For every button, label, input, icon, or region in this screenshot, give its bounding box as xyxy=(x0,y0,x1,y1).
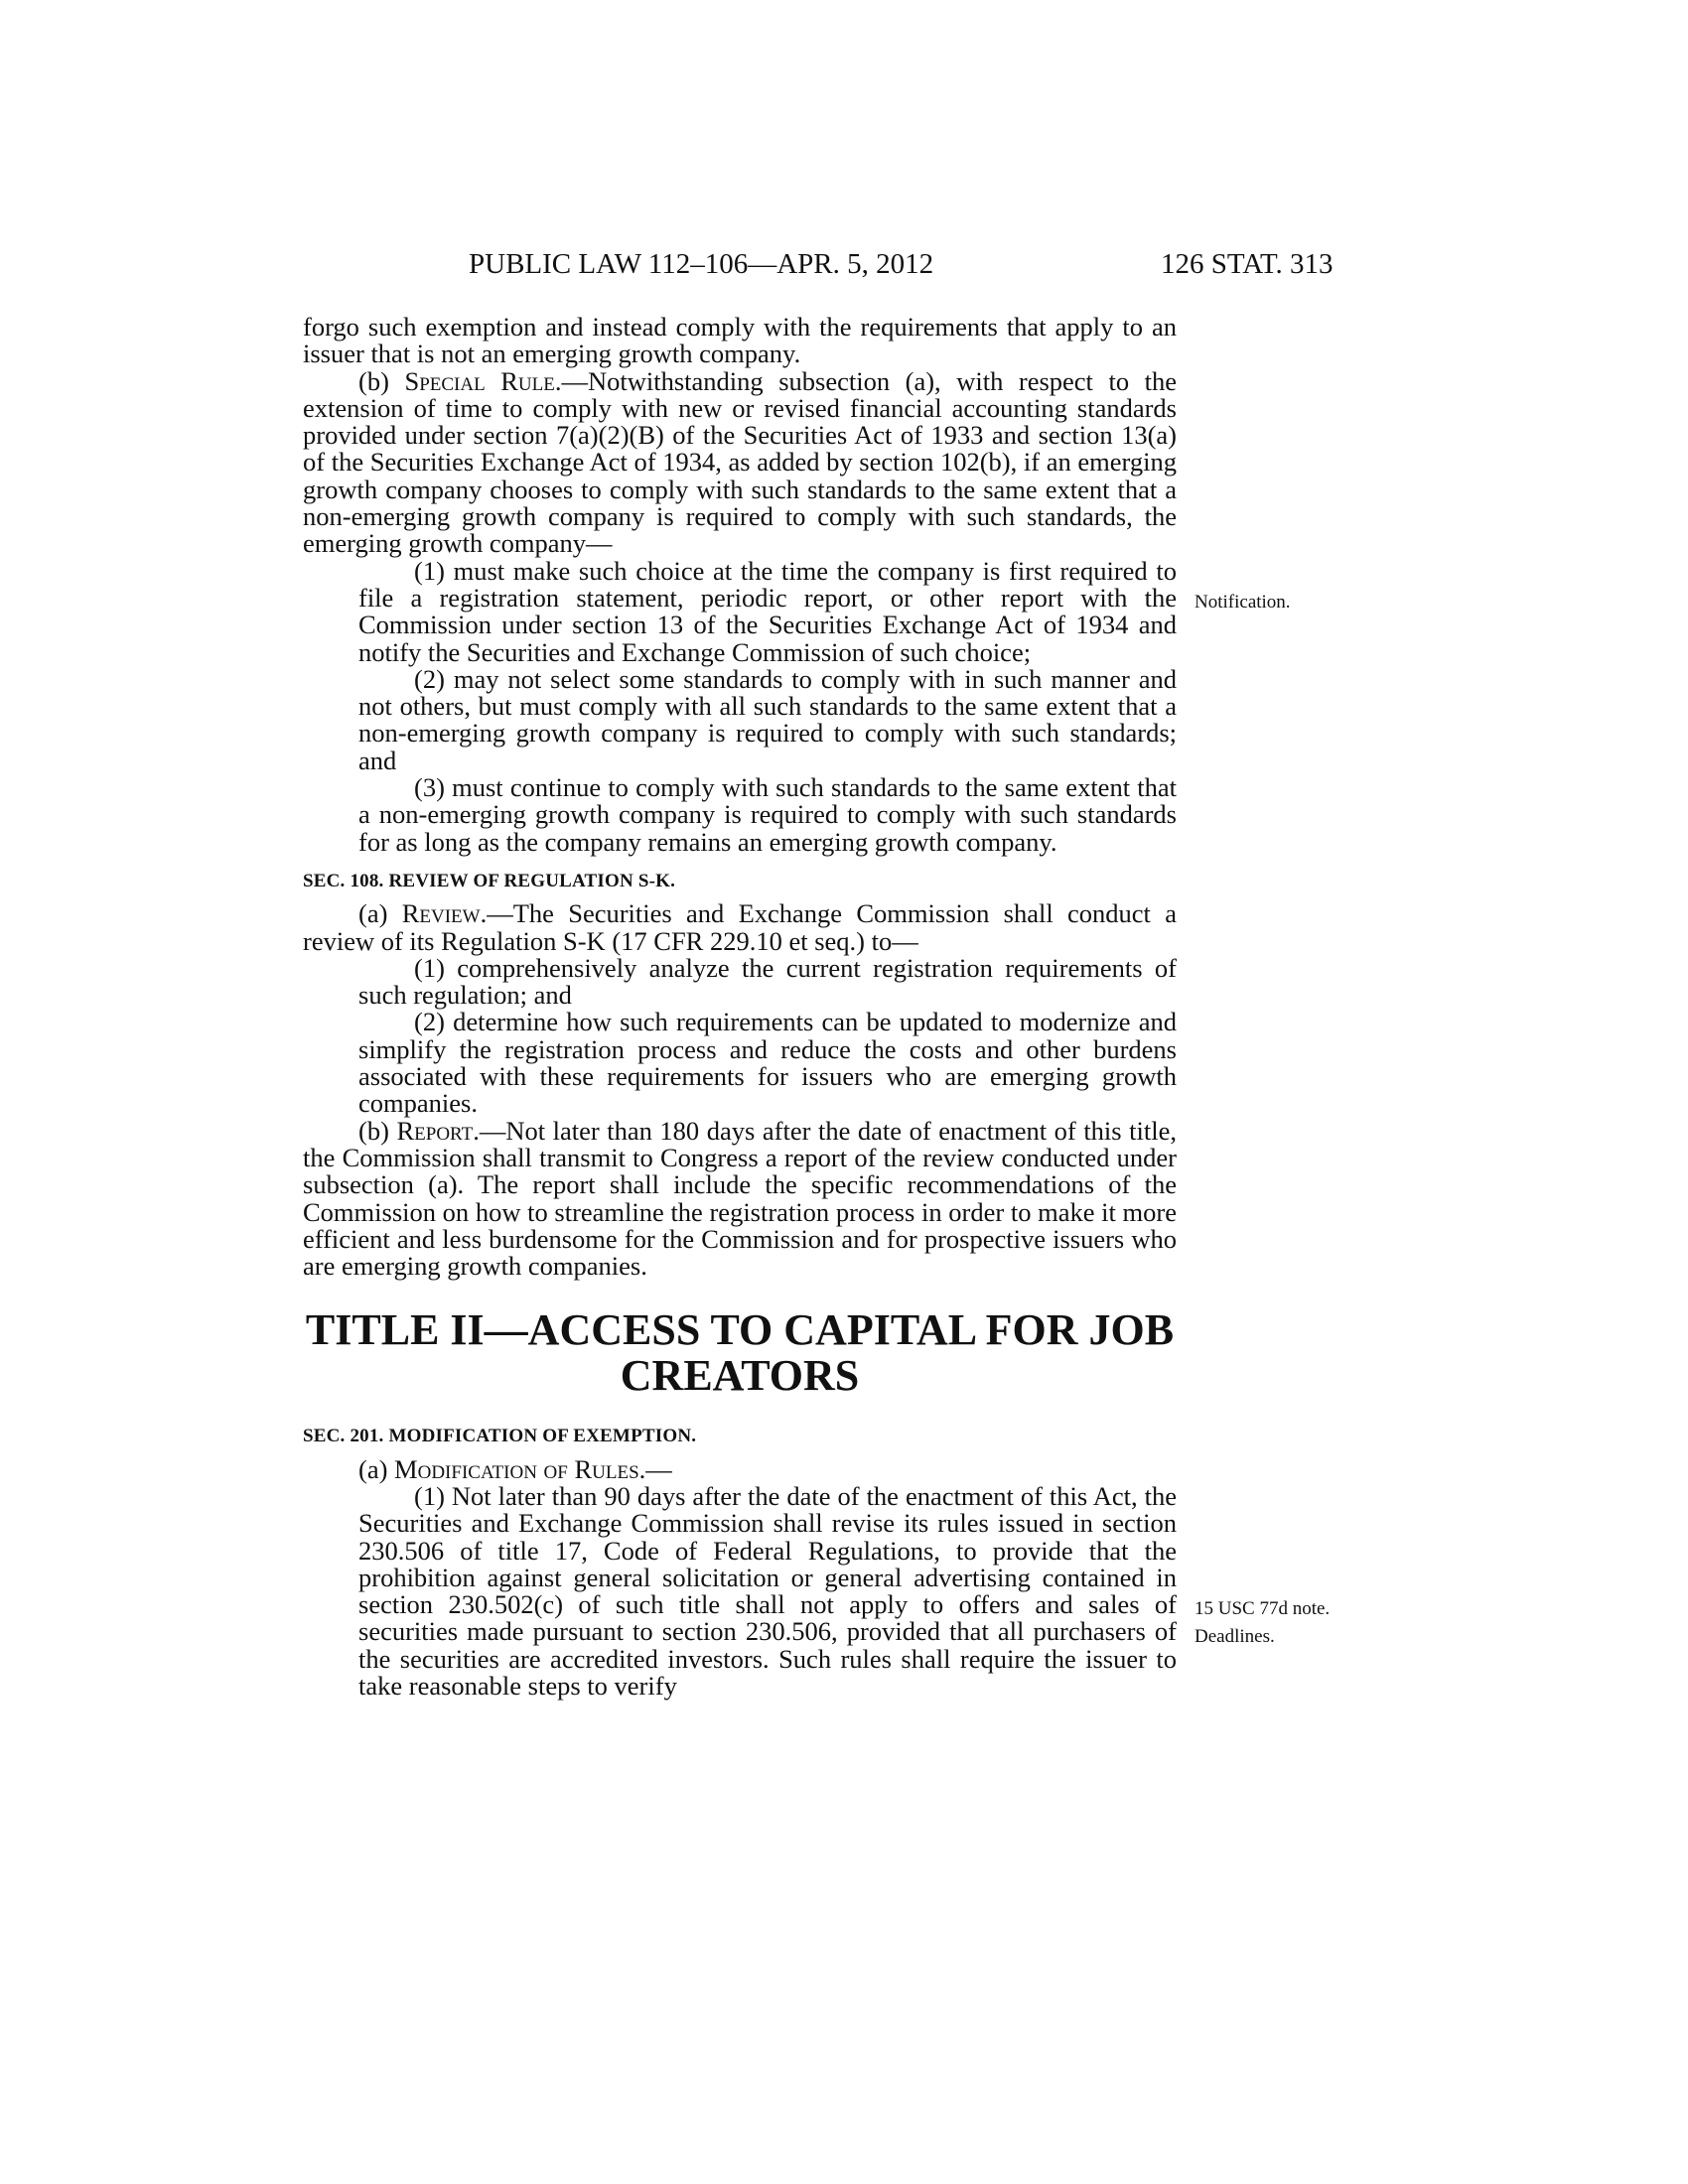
subsection-heading: Special Rule xyxy=(404,365,555,396)
subsection-text: .— xyxy=(638,1453,672,1484)
paragraph-b2: (2) may not select some standards to comply with in such manner and not others, but must comply with all such standards to the same extent that a non-emerging growth company is required to comply with such standards; and xyxy=(358,663,1177,775)
subsection-108b-report xyxy=(303,1115,1177,1282)
margin-note-deadlines: Deadlines. xyxy=(1195,1626,1275,1647)
subsection-text: .—The Securities and Exchange Commission shall conduct a review of its Regulation S-K (17 CFR 229.10 et seq.) to— xyxy=(303,898,1177,956)
subsection-heading: Review xyxy=(401,898,481,929)
running-head-stat-page: 126 STAT. 313 xyxy=(1161,248,1334,280)
subsection-label: (b) xyxy=(358,1115,397,1146)
title-line-1: TITLE II—ACCESS TO CAPITAL FOR JOB xyxy=(305,1305,1175,1355)
margin-note-notification: Notification. xyxy=(1195,592,1291,613)
subsection-text: .—Notwithstanding subsection (a), with respect to the extension of time to comply with new or revised financial accounting standards provided under section 7(a)(2)(B) of the Securities Act of 1933 and section 13(a) of the Securities Exchange Act of 1934, as added by section 102(b), if an emerging growth company chooses to comply with such standards to the same extent that a non-emerging growth company is required to comply with such standards, the emerging growth company— xyxy=(303,365,1177,559)
title-line-2: CREATORS xyxy=(620,1351,860,1401)
body-text xyxy=(303,314,1177,1700)
subsection-label: (b) xyxy=(358,365,405,396)
paragraph-201a1: (1) Not later than 90 days after the date of the enactment of this Act, the Securities and Exchange Commission shall revise its rules issued in section 230.506 of title 17, Code of Federal Regulations, to provide that the prohibition against general solicitation or general advertising contained in section 230.502(c) of such title shall not apply to offers and sales of securities made pursuant to section 230.506, provided that all purchasers of the securities are accredited investors. Such rules shall require the issuer to take reasonable steps to verify xyxy=(358,1480,1177,1702)
subsection-label: (a) xyxy=(358,1453,395,1484)
page-header xyxy=(0,248,1688,288)
subsection-201a xyxy=(303,1453,1177,1484)
paragraph-b3: (3) must continue to comply with such standards to the same extent that a non-emerging growth company is required to comply with such standards for as long as the company remains an emerging growth company. xyxy=(358,772,1177,857)
section-108-heading: SEC. 108. REVIEW OF REGULATION S-K. xyxy=(303,870,676,891)
subsection-heading: Report xyxy=(396,1115,474,1146)
paragraph-b1: (1) must make such choice at the time the company is first required to file a registration statement, periodic report, or other report with the Commission under section 13 of the Securities Exchange Act of 1934 and notify the Securities and Exchange Commission of such choice; xyxy=(358,555,1177,667)
running-head-law: PUBLIC LAW 112–106—APR. 5, 2012 xyxy=(469,248,934,280)
subsection-label: (a) xyxy=(358,898,402,929)
subsection-108a-review xyxy=(303,900,1177,955)
paragraph-108a2: (2) determine how such requirements can be updated to modernize and simplify the registration process and reduce the costs and other burdens associated with these requirements for issuers who are emerging growth companies. xyxy=(358,1007,1177,1119)
subsection-b-special-rule xyxy=(303,365,1177,559)
section-201-heading: SEC. 201. MODIFICATION OF EXEMPTION. xyxy=(303,1426,697,1447)
title-ii-heading xyxy=(303,1307,1177,1399)
paragraph-108a1: (1) comprehensively analyze the current registration requirements of such regulation; and xyxy=(358,952,1177,1011)
subsection-text: .—Not later than 180 days after the date of enactment of this title, the Commission shall transmit to Congress a report of the review conducted under subsection (a). The report shall include the specific recommendations of the Commission on how to streamline the registration process in order to make it more efficient and less burdensome for the Commission and for prospective issuers who are emerging growth companies. xyxy=(303,1115,1177,1282)
subsection-heading: Modification of Rules xyxy=(394,1453,639,1484)
margin-note-usc: 15 USC 77d note. xyxy=(1195,1598,1331,1619)
paragraph-continued: forgo such exemption and instead comply with the requirements that apply to an issuer that is not an emerging growth company. xyxy=(303,312,1177,369)
